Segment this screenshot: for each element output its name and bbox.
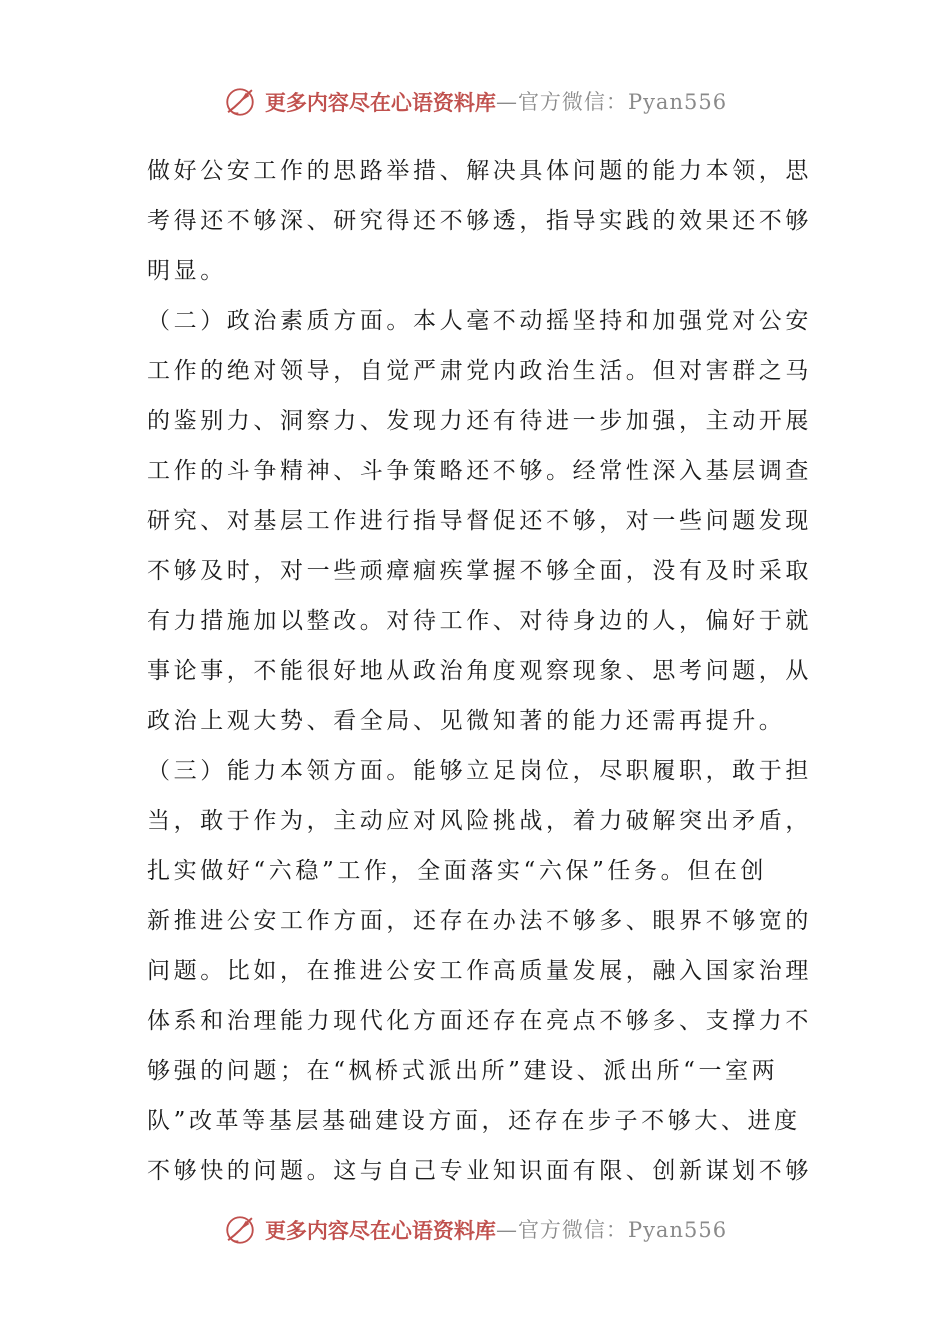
body-line: 够强的问题；在“枫桥式派出所”建设、派出所“一室两 [147, 1058, 779, 1084]
body-line: 有力措施加以整改。对待工作、对待身边的人，偏好于就 [147, 608, 812, 634]
body-line: 新推进公安工作方面，还存在办法不够多、眼界不够宽的 [147, 908, 812, 934]
body-line: 问题。比如，在推进公安工作高质量发展，融入国家治理 [147, 958, 812, 984]
body-line: 当，敢于作为，主动应对风险挑战，着力破解突出矛盾， [147, 808, 812, 834]
header-banner [0, 82, 950, 122]
body-line: 体系和治理能力现代化方面还存在亮点不够多、支撑力不 [147, 1008, 812, 1034]
body-line: 明显。 [147, 258, 227, 284]
pen-nib-logo-icon [223, 1213, 257, 1247]
header-dash: — [495, 89, 518, 114]
pen-nib-logo-icon [223, 85, 257, 119]
header-wechat-label: 官方微信： [517, 89, 628, 114]
body-line: （三）能力本领方面。能够立足岗位，尽职履职，敢于担 [147, 758, 812, 784]
body-line: 研究、对基层工作进行指导督促还不够，对一些问题发现 [147, 508, 812, 534]
body-line: 的鉴别力、洞察力、发现力还有待进一步加强，主动开展 [147, 408, 812, 434]
body-line: 不够及时，对一些顽瘴痼疾掌握不够全面，没有及时采取 [147, 558, 812, 584]
footer-wechat-id: Pyan556 [627, 1217, 728, 1242]
header-promo-text: 更多内容尽在心语资料库 [264, 89, 496, 115]
footer-dash: — [495, 1217, 518, 1242]
document-body [147, 146, 812, 1196]
body-line: 扎实做好“六稳”工作，全面落实“六保”任务。但在创 [147, 858, 768, 884]
footer-promo-text: 更多内容尽在心语资料库 [264, 1217, 496, 1243]
body-line: 事论事，不能很好地从政治角度观察现象、思考问题，从 [147, 658, 812, 684]
body-line: 队”改革等基层基础建设方面，还存在步子不够大、进度 [147, 1108, 801, 1134]
header-banner-text [264, 89, 728, 115]
body-line: 工作的绝对领导，自觉严肃党内政治生活。但对害群之马 [147, 358, 812, 384]
body-line: 做好公安工作的思路举措、解决具体问题的能力本领，思 [147, 158, 812, 184]
body-line: 不够快的问题。这与自己专业知识面有限、创新谋划不够 [147, 1158, 812, 1184]
header-wechat-id: Pyan556 [627, 89, 728, 114]
body-line: 工作的斗争精神、斗争策略还不够。经常性深入基层调查 [147, 458, 812, 484]
body-line: 考得还不够深、研究得还不够透，指导实践的效果还不够 [147, 208, 812, 234]
footer-banner-text [264, 1217, 728, 1243]
body-line: 政治上观大势、看全局、见微知著的能力还需再提升。 [147, 708, 786, 734]
body-line: （二）政治素质方面。本人毫不动摇坚持和加强党对公安 [147, 308, 812, 334]
footer-wechat-label: 官方微信： [517, 1217, 628, 1242]
footer-banner [0, 1210, 950, 1250]
